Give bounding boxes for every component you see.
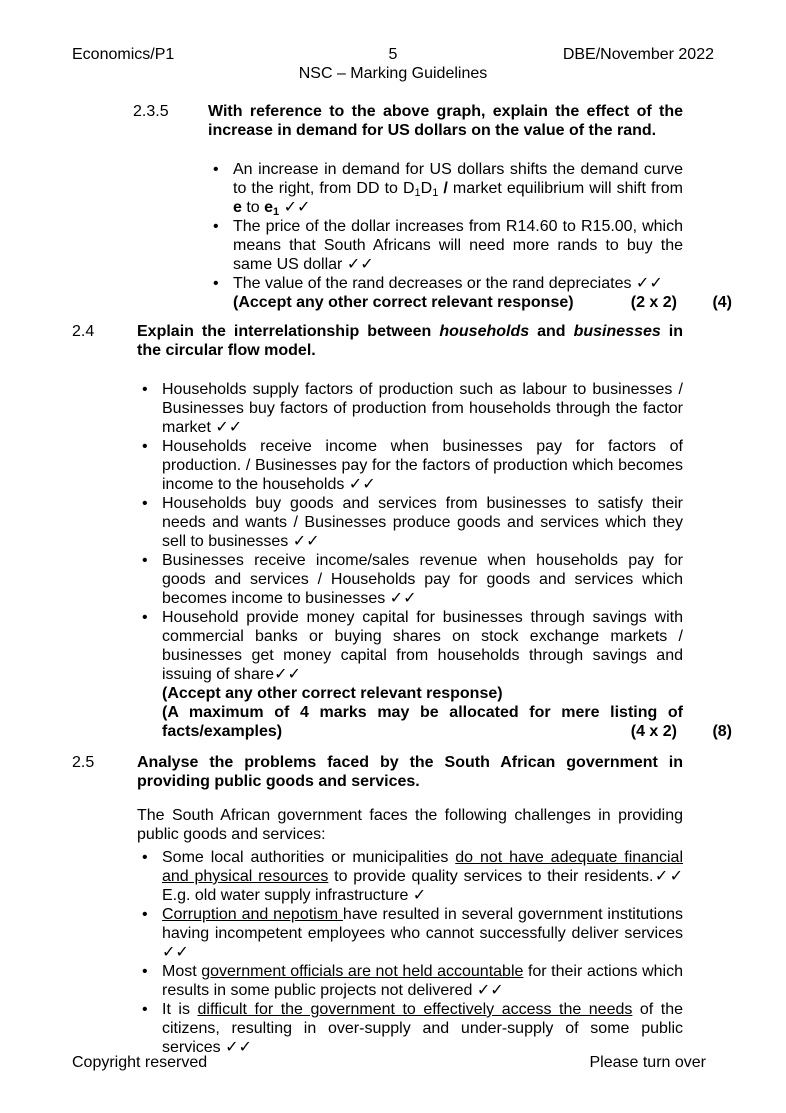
header-subtitle: NSC – Marking Guidelines [298, 65, 488, 82]
section-number: 2.3.5 [133, 103, 169, 120]
header-doc-title: Economics/P1 [72, 46, 175, 63]
bullet-item [137, 437, 683, 494]
note-line [233, 293, 732, 312]
text-run: of the citizens, resulting in over-supply and under-supply of some public services ✓✓ [162, 1001, 683, 1056]
text-run: 1 [432, 187, 439, 199]
bullet-item [137, 551, 683, 608]
text-run: An increase in demand for US dollars shifts the demand curve to the right, from DD to D [233, 161, 683, 197]
text-run: e [264, 199, 274, 216]
marks-calculation: (4 x 2) [630, 723, 677, 740]
text-run: to [241, 199, 265, 216]
page-header [72, 45, 714, 83]
header-row [72, 45, 714, 64]
bullet-item [137, 380, 683, 437]
text-run: Households buy goods and services from businesses to satisfy their needs and wants / Businesses produce goods and services which they sell to businesses ✓✓ [162, 495, 683, 550]
text-run: do not have adequate financial and physical resources [162, 849, 684, 885]
section-2-4 [72, 322, 786, 741]
question-heading [208, 102, 683, 140]
question-heading [137, 322, 683, 360]
section-body [137, 322, 732, 741]
text-run: in the circular flow model. [137, 323, 683, 359]
text-run: Most [162, 963, 202, 980]
text-run: and [529, 323, 574, 340]
text-run: (Accept any other correct relevant response) [162, 685, 503, 702]
text-run: The South African government faces the following challenges in providing public goods and services: [137, 807, 683, 843]
footer-copyright: Copyright reserved [72, 1054, 208, 1071]
text-run: Analyse the problems faced by the South African government in providing public goods and services. [137, 754, 683, 790]
header-page-number: 5 [388, 46, 398, 63]
document-body [0, 102, 786, 1057]
question-heading [137, 753, 683, 791]
text-run: 1 [414, 187, 421, 199]
text-run: have resulted in several government institutions having incompetent employees who cannot successfully deliver services ✓✓ [162, 906, 683, 961]
text-run: market equilibrium will shift from [452, 180, 683, 197]
bullet-item [137, 1000, 683, 1057]
marks-calculation: (2 x 2) [630, 294, 677, 311]
bullet-item [208, 274, 732, 312]
bullet-item [137, 494, 683, 551]
text-run: (A maximum of 4 marks may be allocated for mere listing of facts/examples) [162, 704, 683, 740]
text-run: Explain the interrelationship between [137, 323, 440, 340]
text-run: ✓✓ [279, 199, 311, 216]
section-number: 2.5 [72, 754, 95, 771]
page-footer [72, 1053, 706, 1072]
section-2-5 [72, 753, 786, 1057]
section-body [137, 753, 683, 1057]
section-body [208, 102, 732, 312]
note-line [162, 703, 732, 741]
text-run: e [233, 199, 242, 216]
text-run: With reference to the above graph, explain the effect of the increase in demand for US dollars on the value of the rand. [208, 103, 683, 139]
marks-total: (4) [712, 294, 732, 311]
text-run: Households supply factors of production such as labour to businesses / Businesses buy factors of production from households through the factor market ✓✓ [162, 381, 683, 436]
text-run: government officials are not held accountable [201, 963, 524, 980]
text-run: The price of the dollar increases from R14.60 to R15.00, which means that South Africans will need more rands to buy the same US dollar ✓✓ [233, 218, 683, 273]
text-run: Businesses receive income/sales revenue when households pay for goods and services / Households pay for goods and services which becomes income to businesses ✓✓ [162, 552, 683, 607]
text-run: for their actions which results in some public projects not delivered ✓✓ [162, 963, 683, 999]
text-run: Households receive income when businesses pay for factors of production. / Businesses pay for the factors of production which becomes income to the households ✓✓ [162, 438, 683, 493]
section-2-3-5 [133, 102, 786, 312]
note-line [162, 684, 683, 703]
intro-paragraph [137, 806, 683, 844]
text-run: / [438, 180, 453, 197]
bullet-item [208, 217, 683, 274]
text-run: 1 [273, 206, 280, 218]
text-run: D [420, 180, 433, 197]
footer-turn-over: Please turn over [589, 1054, 706, 1071]
bullet-item [137, 905, 683, 962]
section-number: 2.4 [72, 323, 95, 340]
text-run: The value of the rand decreases or the rand depreciates ✓✓ [233, 275, 663, 292]
bullet-item [208, 160, 683, 217]
text-run: difficult for the government to effectively access the needs [197, 1001, 633, 1018]
answer-bullet-list [137, 380, 732, 741]
answer-bullet-list [137, 848, 683, 1057]
marks-total: (8) [712, 723, 732, 740]
bullet-item [137, 608, 732, 741]
text-run: Household provide money capital for businesses through savings with commercial banks or buying shares on stock exchange markets / businesses get money capital from households through savings and issuing of share✓✓ [162, 609, 683, 683]
text-run: It is [162, 1001, 198, 1018]
text-run: to provide quality services to their residents.✓✓ E.g. old water supply infrastructure ✓ [162, 868, 684, 904]
text-run: Corruption and nepotism [162, 906, 343, 923]
text-run: Some local authorities or municipalities [162, 849, 456, 866]
text-run: (Accept any other correct relevant response) [233, 294, 574, 311]
answer-bullet-list [208, 160, 732, 312]
header-exam-session: DBE/November 2022 [562, 46, 714, 63]
bullet-item [137, 848, 683, 905]
bullet-item [137, 962, 683, 1000]
text-run: households [439, 323, 530, 340]
text-run: businesses [573, 323, 661, 340]
